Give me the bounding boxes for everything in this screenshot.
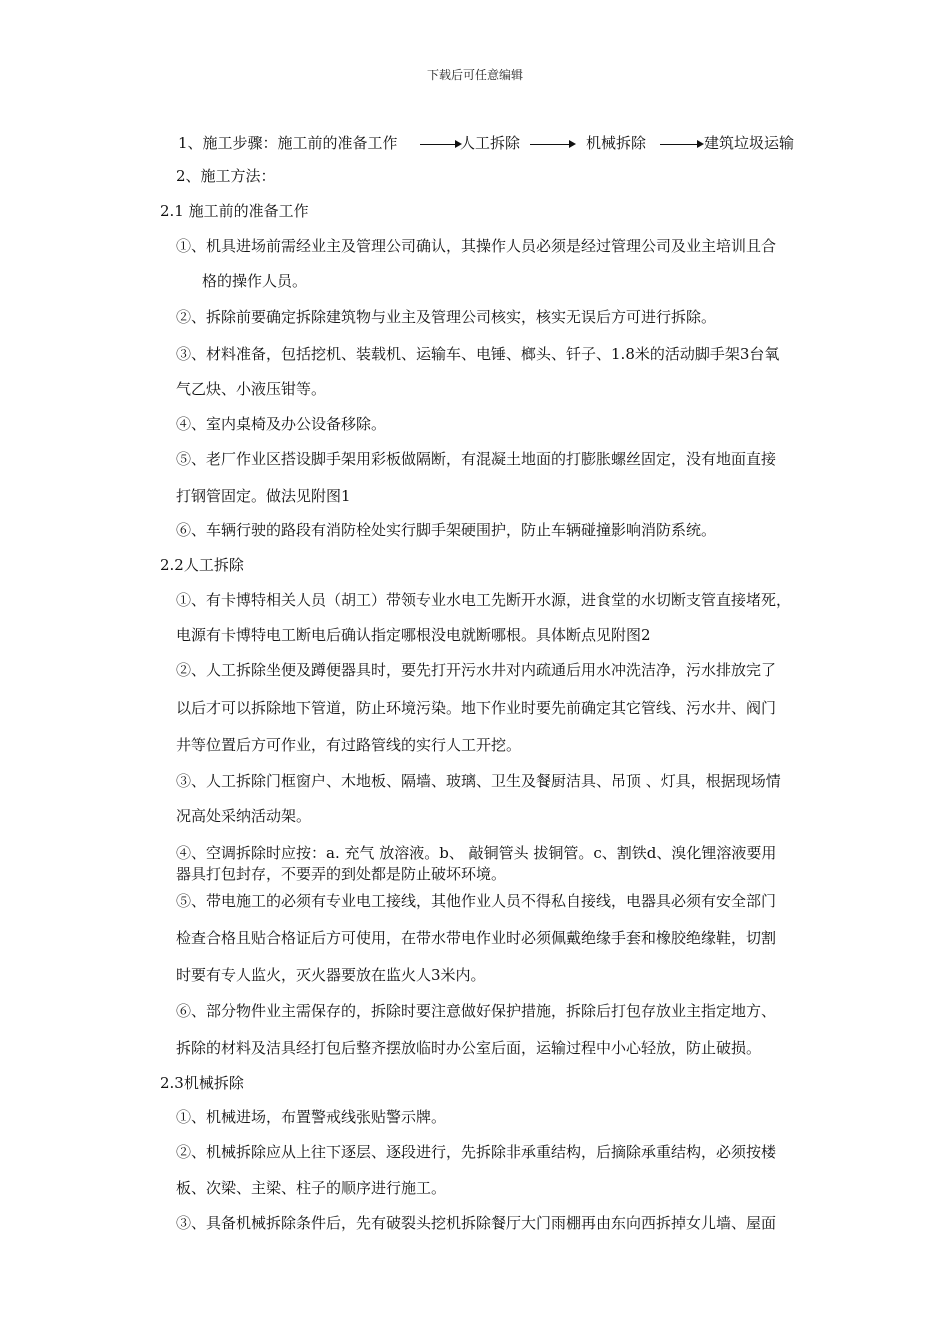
section-heading: 2.1 施工前的准备工作 <box>160 202 309 220</box>
paragraph-line: 板、次梁、主梁、柱子的顺序进行施工。 <box>176 1179 447 1197</box>
paragraph-line: ②、机械拆除应从上往下逐层、逐段进行，先拆除非承重结构，后摘除承重结构，必须按楼 <box>176 1143 777 1161</box>
paragraph-line: 时要有专人监火，灭火器要放在监火人3米内。 <box>176 966 486 984</box>
step-3-text: 机械拆除 <box>586 134 647 152</box>
step-4-text: 建筑垃圾运输 <box>704 134 795 152</box>
page-header: 下载后可任意编辑 <box>426 68 523 82</box>
paragraph-line: ④、室内桌椅及办公设备移除。 <box>176 415 387 433</box>
step-1-text: 1、施工步骤：施工前的准备工作 <box>178 134 398 152</box>
paragraph-line: ⑥、部分物件业主需保存的，拆除时要注意做好保护措施，拆除后打包存放业主指定地方、 <box>176 1002 777 1020</box>
paragraph-line: ①、机具进场前需经业主及管理公司确认，其操作人员必须是经过管理公司及业主培训且合 <box>176 237 777 255</box>
section-heading: 2.2人工拆除 <box>160 556 244 574</box>
paragraph-line: ①、有卡博特相关人员（胡工）带领专业水电工先断开水源，进食堂的水切断支管直接堵死， <box>176 591 792 609</box>
paragraph-line: ⑤、老厂作业区搭设脚手架用彩板做隔断，有混凝土地面的打膨胀螺丝固定，没有地面直接 <box>176 450 777 468</box>
paragraph-line: ③、具备机械拆除条件后，先有破裂头挖机拆除餐厅大门雨棚再由东向西拆掉女儿墙、屋面 <box>176 1214 777 1232</box>
paragraph-line: 况高处采纳活动架。 <box>176 807 312 825</box>
arrow-icon <box>420 144 456 145</box>
paragraph-line: ③、人工拆除门框窗户、木地板、隔墙、玻璃、卫生及餐厨洁具、吊顶 、灯具，根据现场情 <box>176 772 781 790</box>
paragraph-line: ①、机械进场，布置警戒线张贴警示牌。 <box>176 1108 447 1126</box>
paragraph-line: 气乙炔、小液压钳等。 <box>176 380 327 398</box>
arrow-icon <box>530 144 570 145</box>
paragraph-line: ②、拆除前要确定拆除建筑物与业主及管理公司核实，核实无误后方可进行拆除。 <box>176 308 717 326</box>
paragraph-line: 检查合格且贴合格证后方可使用，在带水带电作业时必须佩戴绝缘手套和橡胶绝缘鞋，切割 <box>176 929 777 947</box>
paragraph-line: ③、材料准备，包括挖机、装载机、运输车、电锤、榔头、钎子、1.8米的活动脚手架3台氧 <box>176 345 780 363</box>
paragraph-line: 器具打包封存，不要弄的到处都是防止破坏环境。 <box>176 865 507 883</box>
construction-steps <box>178 130 838 154</box>
paragraph-line: 以后才可以拆除地下管道，防止环境污染。地下作业时要先前确定其它管线、污水井、阀门 <box>176 699 777 717</box>
paragraph-line: ④、空调拆除时应按：a. 充气 放溶液。b、 敲铜管头 拔铜管。c、割铁d、溴化锂溶液要用 <box>176 844 777 862</box>
arrow-icon <box>660 144 698 145</box>
step-2-text: 人工拆除 <box>460 134 521 152</box>
paragraph-line: 格的操作人员。 <box>202 272 308 290</box>
paragraph-line: ⑥、车辆行驶的路段有消防栓处实行脚手架硬围护，防止车辆碰撞影响消防系统。 <box>176 521 717 539</box>
paragraph-line: ⑤、带电施工的必须有专业电工接线，其他作业人员不得私自接线，电器具必须有安全部门 <box>176 892 777 910</box>
section-heading: 2、施工方法： <box>176 167 276 185</box>
section-heading: 2.3机械拆除 <box>160 1074 244 1092</box>
paragraph-line: ②、人工拆除坐便及蹲便器具时，要先打开污水井对内疏通后用水冲洗洁净，污水排放完了 <box>176 661 777 679</box>
paragraph-line: 打钢管固定。做法见附图1 <box>176 487 351 505</box>
paragraph-line: 井等位置后方可作业，有过路管线的实行人工开挖。 <box>176 736 522 754</box>
paragraph-line: 拆除的材料及洁具经打包后整齐摆放临时办公室后面，运输过程中小心轻放，防止破损。 <box>176 1039 762 1057</box>
paragraph-line: 电源有卡博特电工断电后确认指定哪根没电就断哪根。具体断点见附图2 <box>176 626 651 644</box>
